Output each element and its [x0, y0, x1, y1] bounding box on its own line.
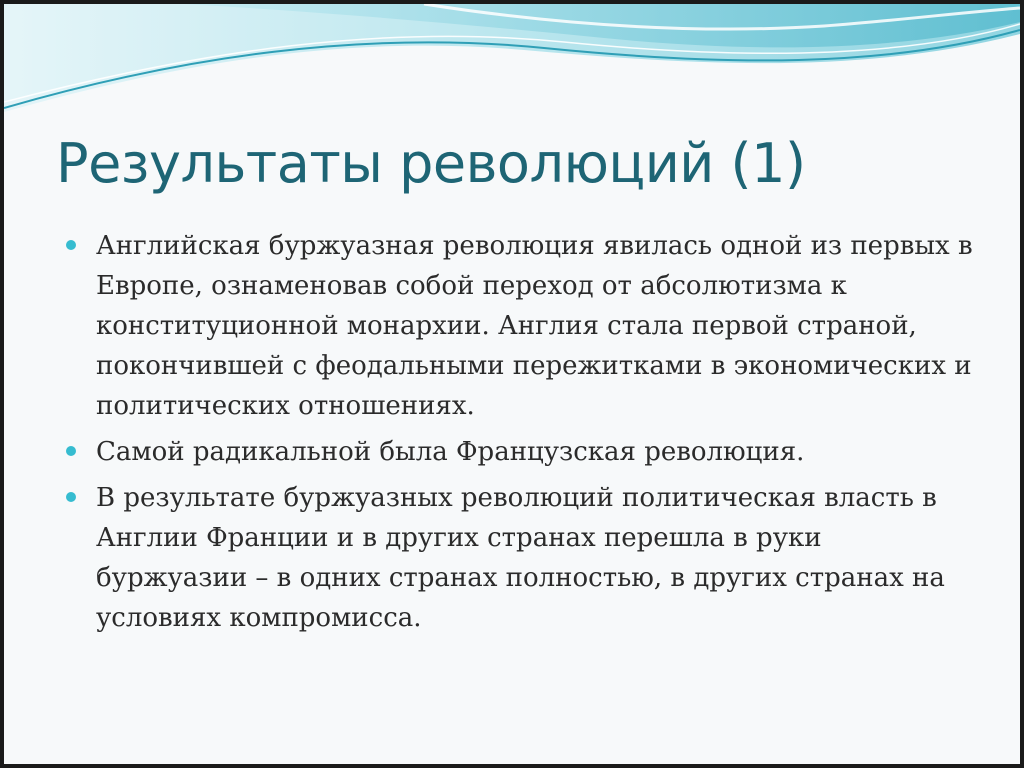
bullet-item — [64, 478, 974, 638]
slide-title: Результаты революций (1) — [56, 132, 806, 195]
decorative-wave-header — [4, 4, 1020, 134]
bullet-dot-icon — [66, 446, 76, 456]
bullet-list — [64, 226, 974, 644]
bullet-dot-icon — [66, 492, 76, 502]
bullet-text: Английская буржуазная революция явилась одной из первых в Европе, ознаменовав собой переход от абсолютизма к конституционной монархии. Англия стала первой страной, покончившей с феодальными пережитками в экономических и политических отношениях. — [96, 231, 973, 421]
bullet-dot-icon — [66, 240, 76, 250]
bullet-item — [64, 226, 974, 426]
bullet-text: В результате буржуазных революций политическая власть в Англии Франции и в других странах перешла в руки буржуазии – в одних странах полностью, в других странах на условиях компромисса. — [96, 483, 945, 633]
bullet-item — [64, 432, 974, 472]
bullet-text: Самой радикальной была Французская революция. — [96, 437, 805, 467]
